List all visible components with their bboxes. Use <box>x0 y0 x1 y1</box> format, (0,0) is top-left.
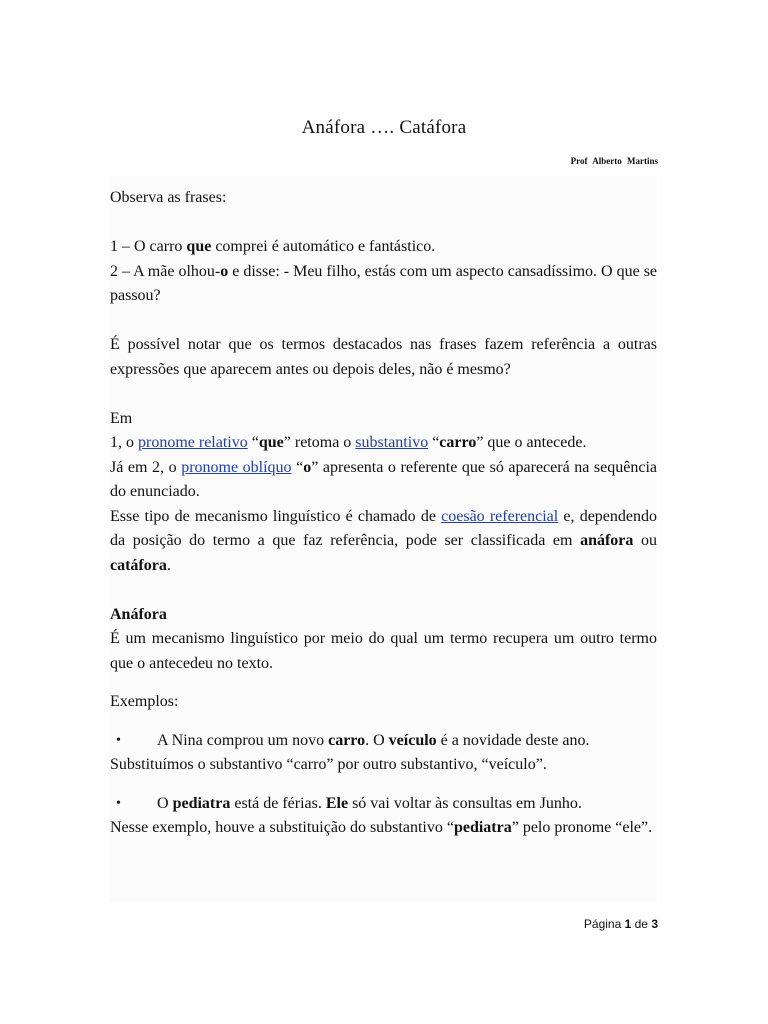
link-substantivo[interactable]: substantivo <box>355 434 429 451</box>
intro-paragraph: É possível notar que os termos destacados nas frases fazem referência a outras expressões que aparecem antes ou depois deles, não é mesmo? <box>110 336 657 378</box>
author-line: Prof Alberto Martins <box>570 156 658 166</box>
sentence-2: 2 – A mãe olhou-o e disse: - Meu filho, estás com um aspecto cansadíssimo. O que se passou? <box>110 262 658 304</box>
example-1: • A Nina comprou um novo carro. O veículo é a novidade deste ano. <box>110 729 657 754</box>
link-pronome-relativo[interactable]: pronome relativo <box>138 434 248 451</box>
intro-section <box>110 186 657 841</box>
explain-line-3: Esse tipo de mecanismo linguístico é chamado de coesão referencial e, dependendo da posição do termo a que faz referência, pode ser classificada em anáfora ou catáfora. <box>110 507 658 574</box>
bullet-icon: • <box>116 795 121 811</box>
example-2: • O pediatra está de férias. Ele só vai voltar às consultas em Junho. <box>110 792 657 817</box>
highlight-o: o <box>220 262 229 280</box>
sentence-1: 1 – O carro que comprei é automático e fantástico. <box>110 238 436 255</box>
explain-line-2: Já em 2, o pronome oblíquo “o” apresenta o referente que só aparecerá na sequência do enunciado. <box>110 458 658 500</box>
anafora-heading: Anáfora <box>110 605 167 623</box>
example-2-note: Nesse exemplo, houve a substituição do substantivo “pediatra” pelo pronome “ele”. <box>110 819 653 836</box>
example-1-note: Substituímos o substantivo “carro” por outro substantivo, “veículo”. <box>110 756 547 773</box>
link-pronome-obliquo[interactable]: pronome oblíquo <box>181 458 292 476</box>
em-line: Em <box>110 409 133 427</box>
examples-label: Exemplos: <box>110 693 179 710</box>
observe-line: Observa as frases: <box>110 189 227 206</box>
highlight-que: que <box>186 238 212 255</box>
anafora-definition: É um mecanismo linguístico por meio do qual um termo recupera um outro termo que o antecedeu no texto. <box>110 630 657 672</box>
link-coesao-referencial[interactable]: coesão referencial <box>441 507 559 525</box>
page-number: Página 1 de 3 <box>583 917 658 931</box>
bullet-icon: • <box>116 732 121 748</box>
explain-line-1: 1, o pronome relativo “que” retoma o substantivo “carro” que o antecede. <box>110 434 587 451</box>
document-title: Anáfora …. Catáfora <box>301 117 467 138</box>
